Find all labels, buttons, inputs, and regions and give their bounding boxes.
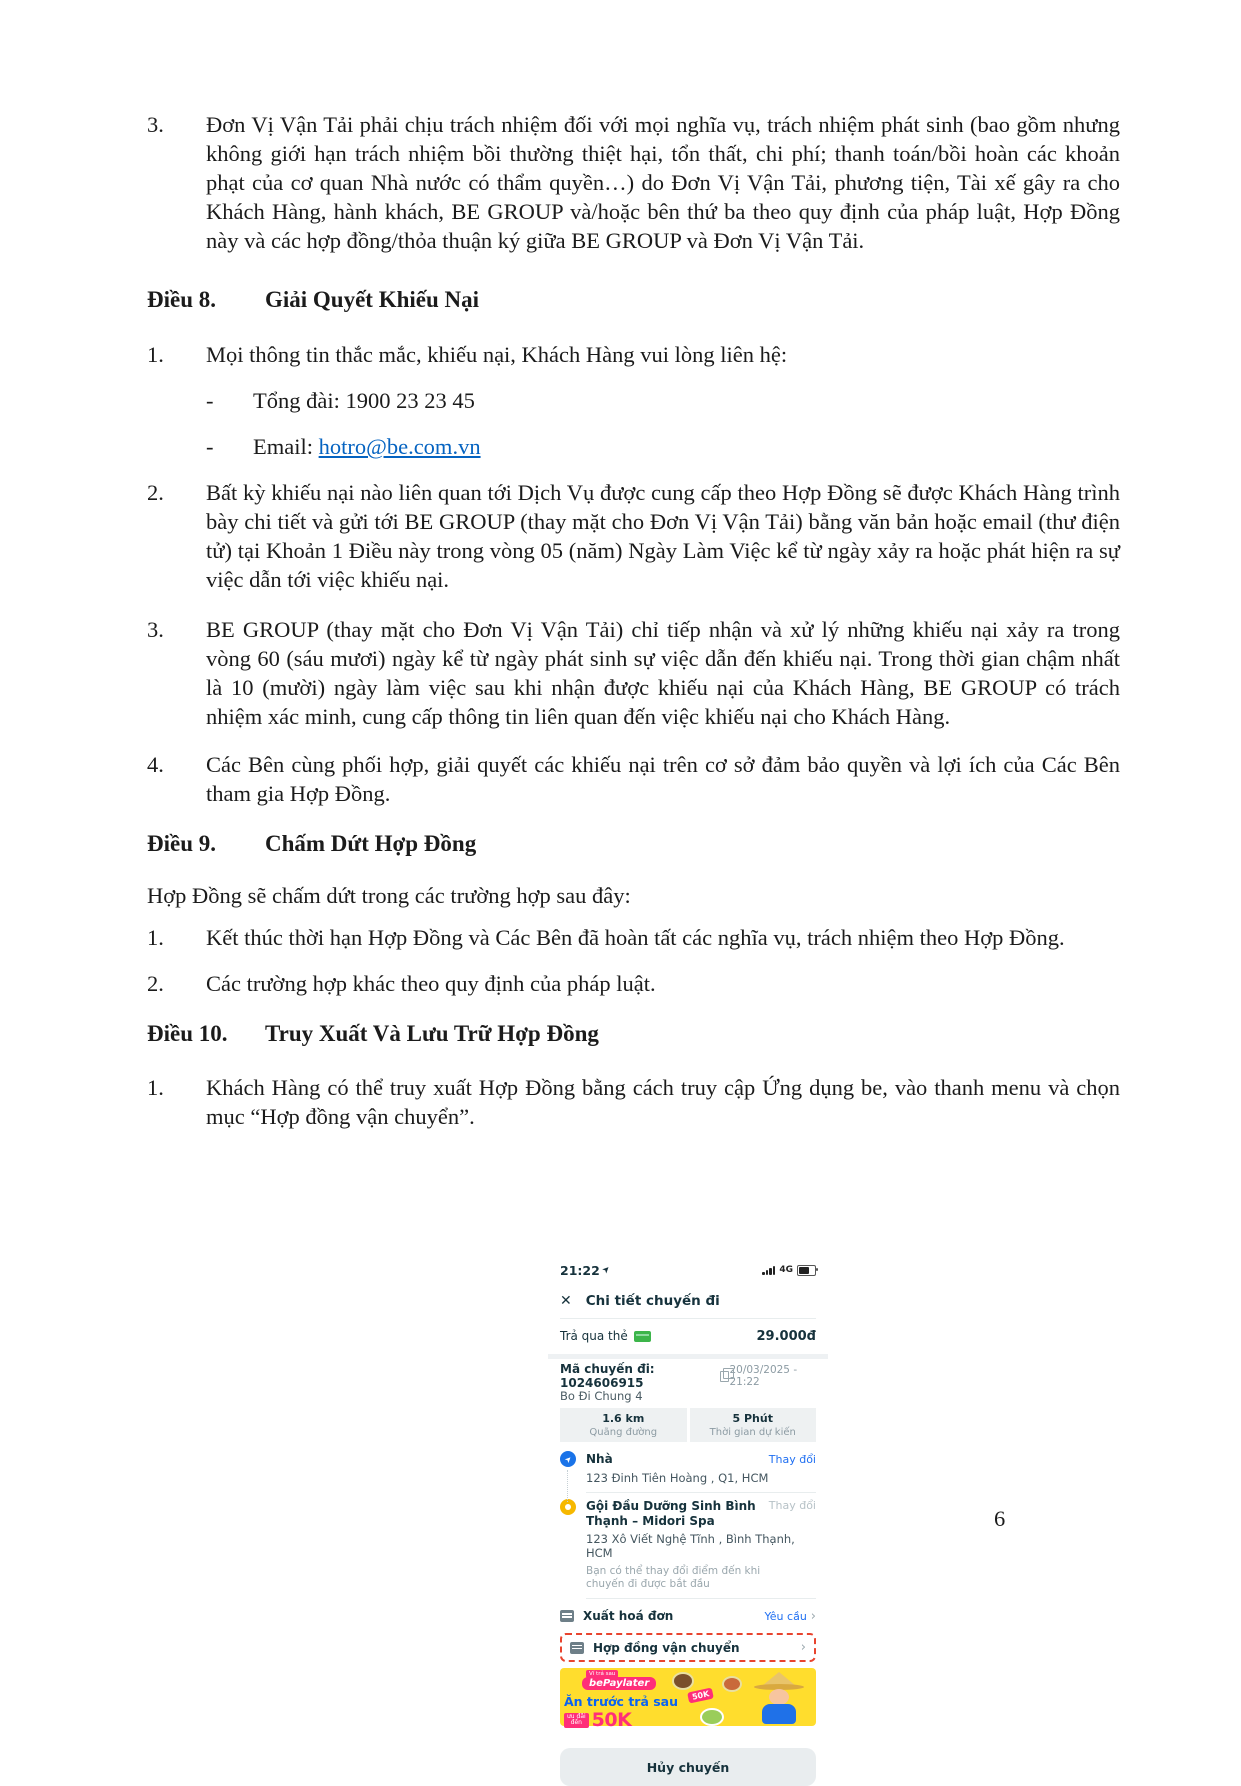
service-name: Bo Đi Chung 4: [560, 1389, 643, 1403]
mascot-person-illustration: [748, 1672, 810, 1726]
dish-icon: [722, 1676, 742, 1692]
article-8-heading: [147, 285, 1120, 314]
status-right: [762, 1265, 816, 1276]
salad-icon: [700, 1708, 724, 1726]
item-text: Mọi thông tin thắc mắc, khiếu nại, Khách Hàng vui lòng liên hệ:: [206, 342, 788, 367]
article-10-heading: [147, 1019, 1120, 1048]
chevron-right-icon: ›: [800, 1640, 806, 1655]
contract-text-column: [147, 110, 1120, 1131]
signal-icon: [762, 1266, 775, 1275]
distance-stat: [560, 1408, 687, 1442]
banner-headline: Ăn trước trả sau: [564, 1694, 679, 1709]
article-9-item-2: [147, 969, 1120, 998]
pickup-address: 123 Đinh Tiên Hoàng , Q1, HCM: [586, 1471, 769, 1485]
article-9-intro: Hợp Đồng sẽ chấm dứt trong các trường hợp sau đây:: [147, 883, 631, 908]
email-prefix: Email:: [253, 434, 319, 459]
item-text: BE GROUP (thay mặt cho Đơn Vị Vận Tải) chỉ tiếp nhận và xử lý những khiếu nại xảy ra trong vòng 60 (sáu mươi) ngày kể từ ngày phát sinh sự việc dẫn đến khiếu nại. Trong thời gian chậm nhất là 10 (mười) ngày làm việc sau khi nhận được khiếu nại của Khách Hàng, BE GROUP có trách nhiệm xác minh, cung cấp thông tin liên quan đến việc khiếu nại cho Khách Hàng.: [206, 617, 1120, 729]
banner-wallet-tag: Ví trả sau: [586, 1670, 618, 1678]
location-arrow-icon: ➤: [600, 1263, 613, 1277]
copy-icon: [720, 1371, 730, 1382]
item-number: 2.: [147, 971, 164, 996]
face: [769, 1689, 789, 1705]
trip-id-row: [560, 1362, 816, 1390]
distance-value: 1.6 km: [602, 1412, 645, 1425]
item-text: Bất kỳ khiếu nại nào liên quan tới Dịch Vụ được cung cấp theo Hợp Đồng sẽ được Khách Hàng trình bày chi tiết và gửi tới BE GROUP (thay mặt cho Đơn Vị Vận Tải) bằng văn bản hoặc email (thư điện tử) tại Khoản 1 Điều này trong vòng 05 (năm) Ngày Làm Việc kể từ ngày xảy ra hoặc phát hiện ra sự việc dẫn tới việc khiếu nại.: [206, 480, 1120, 592]
article-label: Điều 8.: [147, 287, 216, 312]
card-icon: [634, 1331, 651, 1342]
item-number: 4.: [147, 752, 164, 777]
duration-stat: [690, 1408, 817, 1442]
dropoff-address: 123 Xô Viết Nghệ Tĩnh , Bình Thạnh, HCM: [586, 1532, 795, 1560]
pickup-pin-icon: ➤: [560, 1451, 576, 1467]
payment-row: [560, 1326, 816, 1346]
article-title: Giải Quyết Khiếu Nại: [265, 287, 480, 312]
banner-sticker: 50K: [687, 1687, 714, 1703]
email-subitem: [206, 432, 1120, 461]
trip-amount: 29.000đ: [756, 1328, 816, 1344]
item-number: 2.: [147, 480, 164, 505]
divider: [586, 1492, 816, 1493]
item-text: Kết thúc thời hạn Hợp Đồng và Các Bên đã hoàn tất các nghĩa vụ, trách nhiệm theo Hợp Đồng.: [206, 925, 1065, 950]
dash-bullet: -: [206, 388, 214, 413]
trip-id: Mã chuyến đi: 1024606915: [560, 1362, 655, 1390]
network-type: 4G: [779, 1265, 793, 1275]
article-title: Chấm Dứt Hợp Đồng: [265, 831, 477, 856]
trip-stats: [560, 1408, 816, 1442]
status-time: 21:22 ➤: [560, 1262, 613, 1278]
screen-title: Chi tiết chuyến đi: [585, 1293, 720, 1309]
item-number: 1.: [147, 1075, 164, 1100]
article-label: Điều 10.: [147, 1021, 228, 1046]
hotline-text: Tổng đài: 1900 23 23 45: [253, 388, 475, 413]
invoice-row: [560, 1607, 816, 1625]
divider: [560, 1318, 816, 1319]
distance-label: Quãng đường: [589, 1427, 658, 1438]
item-number: 1.: [147, 925, 164, 950]
item-text: Đơn Vị Vận Tải phải chịu trách nhiệm đối với mọi nghĩa vụ, trách nhiệm phát sinh (bao gồm nhưng không giới hạn trách nhiệm bồi thường thiệt hại, tổn thất, chi phí; thanh toán/bồi hoàn các khoản phạt của cơ quan Nhà nước có thẩm quyền…) do Đơn Vị Vận Tải, phương tiện, Tài xế gây ra cho Khách Hàng, hành khách, BE GROUP và/hoặc bên thứ ba theo quy định của pháp luật, Hợp Đồng này và các hợp đồng/thỏa thuận ký giữa BE GROUP và Đơn Vị Vận Tải.: [206, 112, 1120, 253]
item-number: 3.: [147, 112, 164, 137]
email-text: [253, 432, 1120, 461]
trip-datetime: 20/03/2025 - 21:22: [729, 1364, 798, 1388]
duration-label: Thời gian dự kiến: [709, 1427, 796, 1438]
section-divider: [548, 1354, 828, 1359]
article-10-item-1: [147, 1073, 1120, 1131]
close-icon: ✕: [560, 1293, 572, 1309]
route-section: [560, 1451, 816, 1599]
battery-icon: [797, 1265, 816, 1276]
pickup-change-link: Thay đổi: [768, 1452, 816, 1466]
dropoff-name: Gội Đầu Dưỡng Sinh Bình Thạnh – Midori Spa: [586, 1499, 756, 1528]
invoice-label: Xuất hoá đơn: [583, 1609, 674, 1623]
bepaylater-logo: bePaylater: [582, 1677, 656, 1690]
item-number: 1.: [147, 342, 164, 367]
route-connector: [567, 1470, 568, 1502]
contract-row-highlighted: [560, 1633, 816, 1662]
article-8-item-3: [147, 615, 1120, 731]
clause-item-3-continued: [147, 110, 1120, 255]
cancel-trip-button: Hủy chuyến: [560, 1748, 816, 1786]
contract-icon: [570, 1642, 584, 1654]
phone-screenshot: [548, 1255, 828, 1775]
article-label: Điều 9.: [147, 831, 216, 856]
torso: [762, 1704, 796, 1724]
banner-amount: 50K: [591, 1709, 632, 1731]
article-title: Truy Xuất Và Lưu Trữ Hợp Đồng: [265, 1021, 599, 1046]
dropoff-note: Bạn có thể thay đổi điểm đến khi chuyến đi được bắt đầu: [586, 1565, 761, 1590]
invoice-icon: [560, 1610, 574, 1622]
trip-detail-header: [560, 1291, 816, 1311]
item-text: Các Bên cùng phối hợp, giải quyết các khiếu nại trên cơ sở đảm bảo quyền và lợi ích của Các Bên tham gia Hợp Đồng.: [206, 752, 1120, 806]
bepaylater-banner: [560, 1668, 816, 1731]
article-8-item-2: [147, 478, 1120, 594]
dropoff-pin-icon: [560, 1499, 576, 1515]
divider: [586, 1598, 816, 1599]
item-text: Các trường hợp khác theo quy định của pháp luật.: [206, 971, 656, 996]
food-bowl-icon: [672, 1672, 694, 1690]
chevron-right-icon: ›: [810, 1608, 816, 1624]
article-8-item-1: [147, 340, 1120, 369]
article-9-item-1: [147, 923, 1120, 952]
banner-badge: ưu đãi đến: [564, 1713, 589, 1728]
item-text: Khách Hàng có thể truy xuất Hợp Đồng bằng cách truy cập Ứng dụng be, vào thanh menu và chọn mục “Hợp đồng vận chuyển”.: [206, 1075, 1120, 1129]
article-9-heading: [147, 829, 1120, 858]
dash-bullet: -: [206, 434, 214, 459]
dropoff-change-link: Thay đổi: [768, 1499, 816, 1512]
email-link[interactable]: hotro@be.com.vn: [318, 434, 481, 459]
payment-method-label: Trả qua thẻ: [560, 1329, 628, 1343]
pickup-name: Nhà: [586, 1452, 613, 1466]
item-number: 3.: [147, 617, 164, 642]
pickup-row: [560, 1451, 816, 1467]
contract-label: Hợp đồng vận chuyển: [593, 1640, 740, 1655]
article-8-item-4: [147, 750, 1120, 808]
page-number: 6: [994, 1506, 1006, 1531]
hotline-subitem: [206, 386, 1120, 415]
dropoff-row: [560, 1499, 816, 1529]
invoice-request-link: Yêu cầu: [764, 1609, 807, 1623]
status-bar: [560, 1261, 816, 1279]
duration-value: 5 Phút: [732, 1412, 773, 1425]
